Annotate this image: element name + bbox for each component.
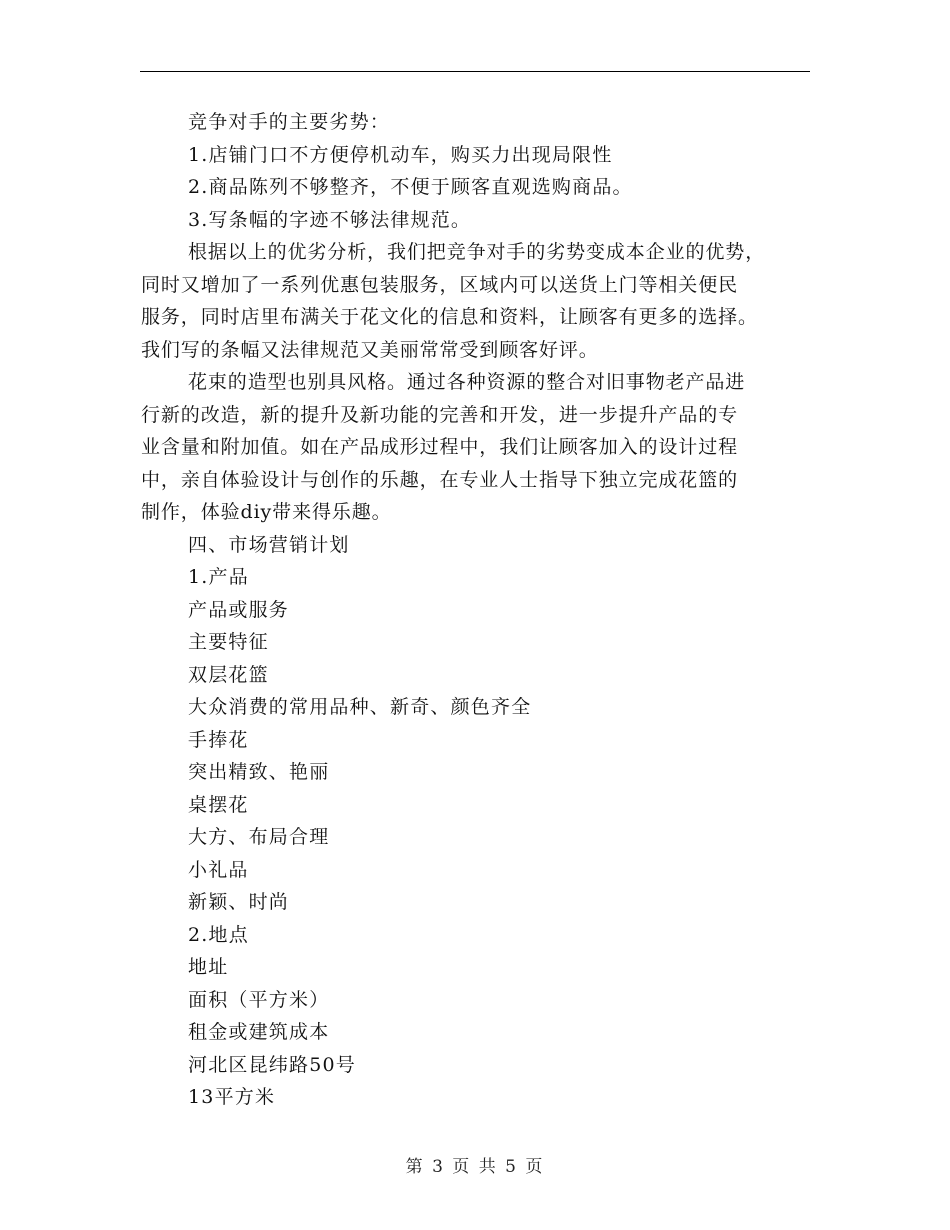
paragraph-bouquet [141, 366, 809, 529]
page-number-footer: 第 3 页 共 5 页 [405, 1157, 545, 1177]
text-line: 河北区昆纬路50号 [188, 1053, 356, 1076]
paragraph-line: 制作，体验diy带来得乐趣。 [141, 501, 392, 523]
text-line: 双层花篮 [188, 663, 269, 686]
subsection-heading: 1.产品 [188, 566, 249, 588]
list-item: 3.写条幅的字迹不够法律规范。 [188, 208, 472, 231]
text-line: 13平方米 [188, 1086, 276, 1108]
paragraph-line: 业含量和附加值。如在产品成形过程中，我们让顾客加入的设计过程 [141, 436, 739, 458]
list-item: 1.店铺门口不方便停机动车，购买力出现局限性 [188, 143, 613, 166]
text-line: 面积（平方米） [188, 988, 330, 1011]
subsection-heading: 2.地点 [188, 923, 249, 946]
text-line: 新颖、时尚 [188, 891, 290, 913]
text-line: 竞争对手的主要劣势： [188, 111, 391, 133]
paragraph-line: 我们写的条幅又法律规范又美丽常常受到顾客好评。 [141, 338, 599, 361]
paragraph-line: 花束的造型也别具风格。通过各种资源的整合对旧事物老产品进 [188, 371, 746, 393]
text-line: 地址 [188, 956, 229, 978]
text-line: 桌摆花 [188, 793, 249, 816]
document-body [141, 106, 809, 1114]
paragraph-line: 同时又增加了一系列优惠包装服务，区域内可以送货上门等相关便民 [141, 273, 739, 296]
text-line: 主要特征 [188, 631, 269, 653]
paragraph-line: 行新的改造，新的提升及新功能的完善和开发，进一步提升产品的专 [141, 403, 739, 426]
paragraph-line: 服务，同时店里布满关于花文化的信息和资料，让顾客有更多的选择。 [141, 306, 758, 328]
paragraph-line: 根据以上的优劣分析，我们把竞争对手的劣势变成本企业的优势， [188, 241, 766, 263]
paragraph-line: 中，亲自体验设计与创作的乐趣，在专业人士指导下独立完成花篮的 [141, 468, 739, 491]
section-heading: 四、市场营销计划 [188, 533, 350, 556]
text-line: 大方、布局合理 [188, 826, 330, 848]
header-rule [140, 71, 810, 72]
list-item: 2.商品陈列不够整齐，不便于顾客直观选购商品。 [188, 176, 633, 198]
paragraph-advantages [141, 236, 809, 366]
text-line: 大众消费的常用品种、新奇、颜色齐全 [188, 696, 532, 718]
text-line: 手捧花 [188, 728, 249, 751]
text-line: 小礼品 [188, 858, 249, 881]
text-line: 租金或建筑成本 [188, 1021, 330, 1043]
text-line: 产品或服务 [188, 598, 290, 621]
text-line: 突出精致、艳丽 [188, 761, 330, 783]
